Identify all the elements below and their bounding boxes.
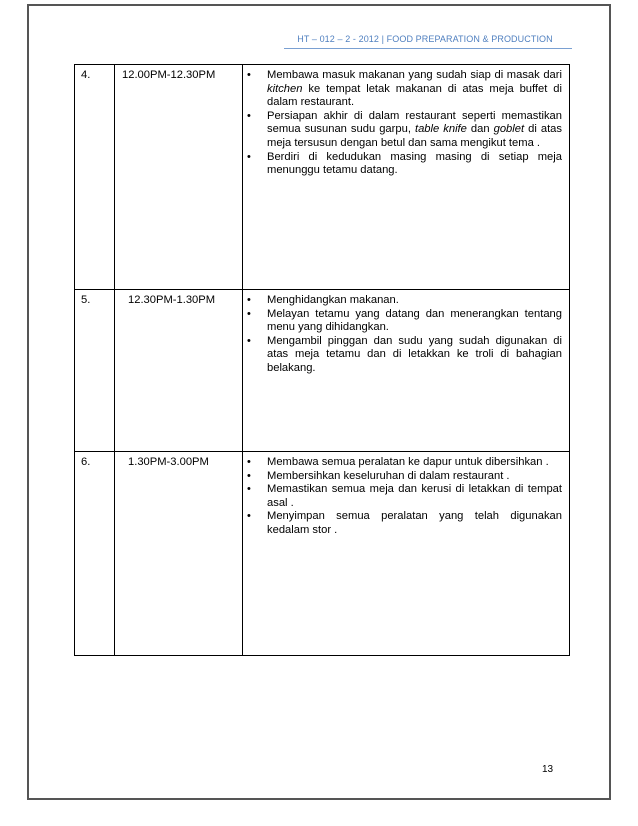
bullet-icon: • — [247, 469, 251, 482]
table-row — [75, 452, 570, 656]
row-time: 1.30PM-3.00PM — [128, 456, 209, 468]
bullet-icon: • — [247, 69, 251, 81]
list-item — [247, 510, 562, 537]
row-number: 6. — [75, 452, 115, 656]
row-time: 12.30PM-1.30PM — [128, 294, 216, 306]
list-item — [247, 150, 562, 178]
list-item — [247, 294, 562, 308]
activity-text: Mengambil pinggan dan sudu yang sudah digunakan di atas meja tetamu dan di letakkan ke troli di bahagian belakang. — [267, 334, 562, 374]
bullet-icon: • — [247, 109, 251, 122]
table-row — [75, 290, 570, 452]
activity-text: Membawa semua peralatan ke dapur untuk dibersihkan . — [267, 456, 549, 468]
bullet-icon: • — [247, 510, 251, 523]
list-item — [247, 456, 562, 470]
activity-list — [247, 456, 562, 538]
list-item — [247, 334, 562, 376]
schedule-table — [74, 64, 570, 656]
table-row — [75, 65, 570, 290]
activity-text: Membersihkan keseluruhan di dalam restaurant . — [267, 469, 510, 482]
header-rule — [284, 48, 572, 49]
bullet-icon: • — [247, 334, 251, 347]
row-time: 12.00PM-12.30PM — [122, 69, 216, 81]
bullet-icon: • — [247, 294, 251, 306]
list-item — [247, 483, 562, 510]
activity-text: Persiapan akhir di dalam restaurant seperti memastikan semua susunan sudu garpu, table knife dan goblet di atas meja tersusun dengan betul dan sama mengikut tema . — [267, 109, 562, 149]
activity-text: Menyimpan semua peralatan yang telah digunakan kedalam stor . — [267, 510, 562, 536]
activity-text: Menghidangkan makanan. — [267, 294, 399, 306]
page-number: 13 — [542, 764, 554, 775]
bullet-icon: • — [247, 150, 251, 163]
bullet-icon: • — [247, 456, 251, 468]
list-item — [247, 469, 562, 484]
bullet-icon: • — [247, 483, 251, 496]
activity-text: Memastikan semua meja dan kerusi di letakkan di tempat asal . — [267, 483, 562, 509]
list-item — [247, 69, 562, 110]
row-number: 4. — [75, 65, 115, 290]
running-header: HT – 012 – 2 - 2012 | FOOD PREPARATION & PRODUCTION — [297, 34, 553, 44]
activity-list — [247, 69, 562, 178]
activity-text: Berdiri di kedudukan masing masing di setiap meja menunggu tetamu datang. — [267, 150, 562, 177]
bullet-icon: • — [247, 307, 251, 320]
activity-text: Melayan tetamu yang datang dan menerangkan tentang menu yang dihidangkan. — [267, 307, 562, 334]
list-item — [247, 307, 562, 335]
list-item — [247, 109, 562, 151]
activity-text: Membawa masuk makanan yang sudah siap di masak dari kitchen ke tempat letak makanan di atas meja buffet di dalam restaurant. — [267, 69, 562, 109]
activity-list — [247, 294, 562, 376]
row-number: 5. — [75, 290, 115, 452]
